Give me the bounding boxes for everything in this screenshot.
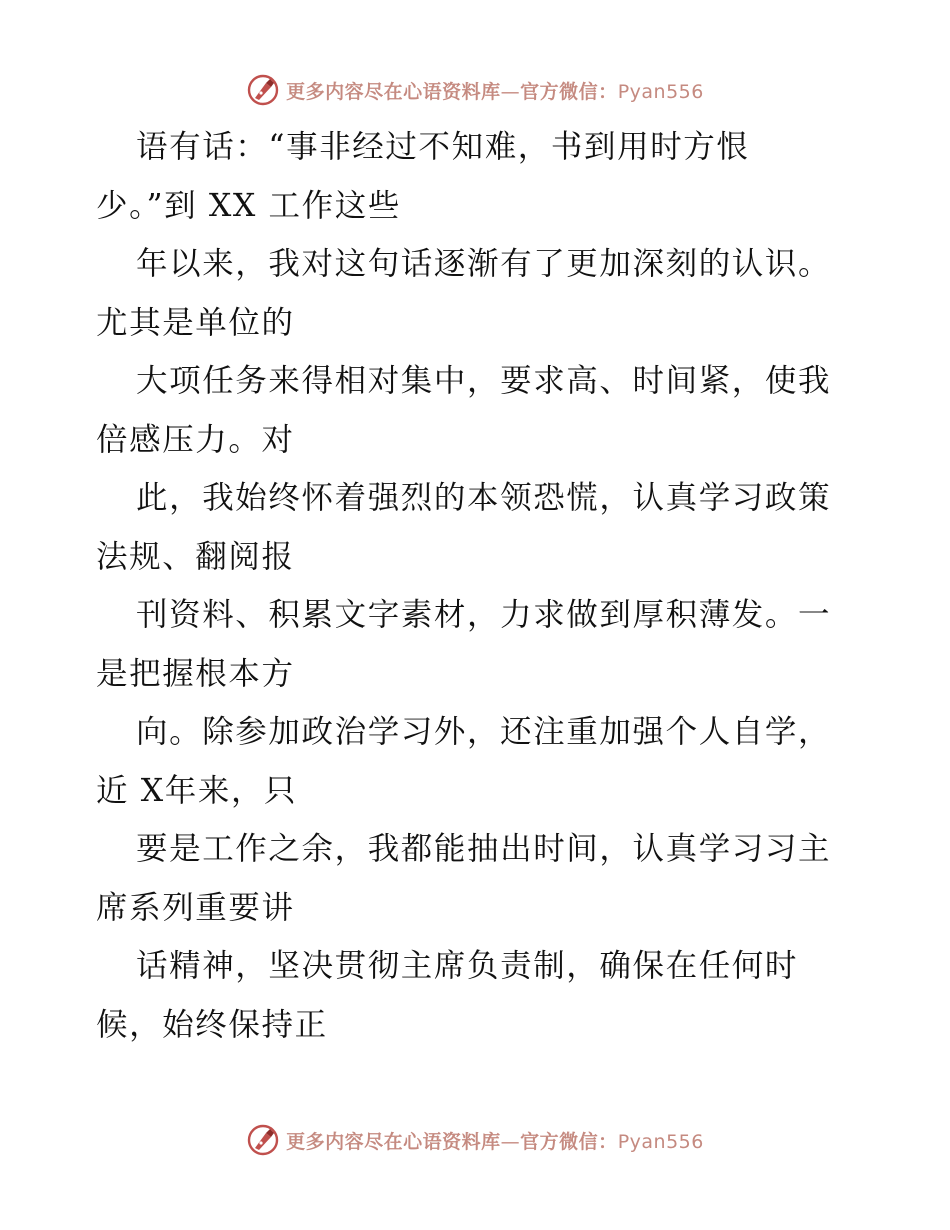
text-line: 要是工作之余，我都能抽出时间，认真学习习主 <box>136 831 832 867</box>
text-line: 话精神，坚决贯彻主席负责制，确保在任何时 <box>136 948 799 984</box>
text-line: 年以来，我对这句话逐渐有了更加深刻的认识。 <box>136 246 832 282</box>
watermark-separator: — <box>500 80 521 103</box>
pen-nib-logo-icon <box>246 1123 280 1157</box>
text-line: 少。”到 XX 工作这些 <box>96 187 401 224</box>
text-line: 语有话：“事非经过不知难，书到用时方恨 <box>136 129 750 165</box>
text-line: 向。除参加政治学习外，还注重加强个人自学， <box>136 714 832 750</box>
text-line: 尤其是单位的 <box>96 304 295 341</box>
text-line: 席系列重要讲 <box>96 889 295 926</box>
text-line: 此，我始终怀着强烈的本领恐慌，认真学习政策 <box>136 480 832 516</box>
text-line: 候，始终保持正 <box>96 1006 328 1043</box>
watermark-wechat-label: 官方微信： <box>520 1130 618 1153</box>
text-line: 近 X年来，只 <box>96 772 298 809</box>
watermark-wechat-id: Pyan556 <box>617 80 704 103</box>
text-line: 法规、翻阅报 <box>96 538 295 575</box>
text-line: 倍感压力。对 <box>96 421 295 458</box>
text-line: 大项任务来得相对集中，要求高、时间紧，使我 <box>136 363 832 399</box>
watermark-wechat-label: 官方微信： <box>520 80 618 103</box>
document-body <box>96 118 856 1054</box>
header-watermark <box>0 70 950 110</box>
text-line: 是把握根本方 <box>96 655 295 692</box>
watermark-text <box>286 77 704 104</box>
watermark-text <box>286 1127 704 1154</box>
text-line: 刊资料、积累文字素材，力求做到厚积薄发。一 <box>136 597 832 633</box>
watermark-wechat-id: Pyan556 <box>617 1130 704 1153</box>
watermark-separator: — <box>500 1130 521 1153</box>
watermark-main-text: 更多内容尽在心语资料库 <box>286 1130 501 1153</box>
pen-nib-logo-icon <box>246 73 280 107</box>
footer-watermark <box>0 1120 950 1160</box>
watermark-main-text: 更多内容尽在心语资料库 <box>286 80 501 103</box>
